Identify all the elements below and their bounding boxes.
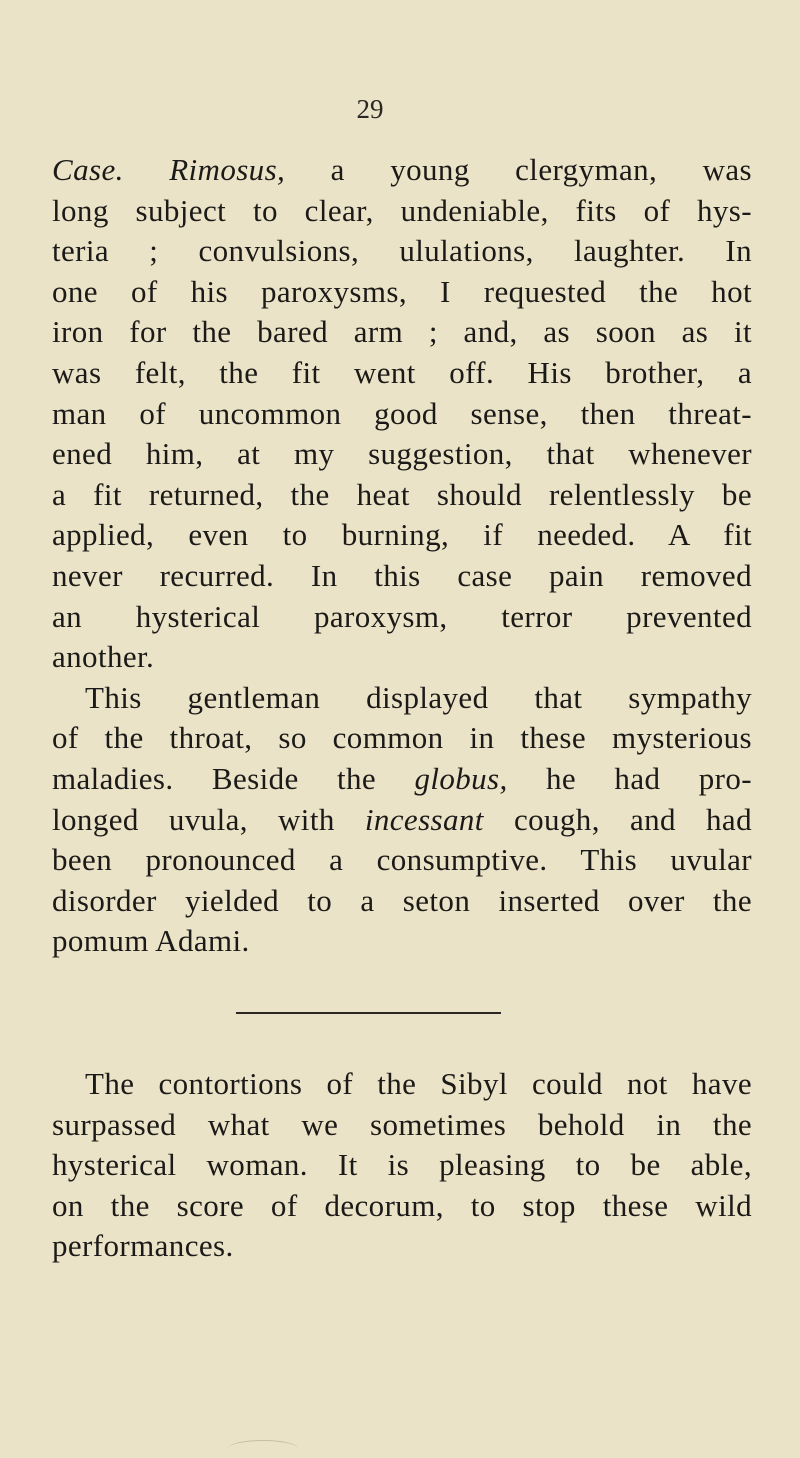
text-line: [52, 759, 752, 800]
text-run: longed uvula, with: [52, 801, 365, 837]
text-run: This gentleman displayed that sympathy: [85, 679, 752, 715]
text-run: ened him, at my suggestion, that whenever: [52, 436, 752, 472]
body-text-section-2: [52, 1064, 752, 1267]
text-line: [52, 921, 752, 962]
paragraph: [52, 1064, 752, 1267]
text-run: one of his paroxysms, I requested the hot: [52, 273, 752, 309]
text-run: hysterical woman. It is pleasing to be able,: [52, 1147, 752, 1183]
text-run: [124, 152, 169, 187]
paragraph: [52, 150, 752, 678]
text-run: long subject to clear, undeniable, fits of hys-: [52, 192, 752, 228]
text-line: [52, 678, 752, 719]
text-run: a young clergyman, was: [285, 152, 753, 187]
text-run: pomum Adami.: [52, 923, 250, 959]
text-run: he had pro-: [507, 760, 752, 796]
text-run: performances.: [52, 1228, 234, 1264]
text-run: maladies. Beside the: [52, 760, 415, 796]
text-run: an hysterical paroxysm, terror prevented: [52, 598, 752, 634]
paragraph: [52, 678, 752, 962]
text-line: [52, 556, 752, 597]
text-line: [52, 881, 752, 922]
text-line: [52, 231, 752, 272]
paper-mark: [228, 1440, 298, 1457]
text-line: [52, 1186, 752, 1227]
text-run: never recurred. In this case pain removed: [52, 557, 752, 593]
text-line: [52, 800, 752, 841]
italic-text: Case.: [52, 152, 124, 187]
text-line: [52, 597, 752, 638]
text-line: [52, 1064, 752, 1105]
text-line: [52, 515, 752, 556]
text-run: man of uncommon good sense, then threat-: [52, 395, 752, 431]
text-line: [52, 353, 752, 394]
text-run: disorder yielded to a seton inserted over the: [52, 882, 752, 918]
text-run: surpassed what we sometimes behold in the: [52, 1106, 752, 1142]
text-run: another.: [52, 639, 155, 675]
text-run: cough, and had: [483, 801, 752, 837]
text-run: applied, even to burning, if needed. A fit: [52, 517, 752, 553]
italic-text: globus,: [414, 760, 508, 796]
body-text-section-1: [52, 150, 752, 962]
text-line: [52, 1105, 752, 1146]
text-run: was felt, the fit went off. His brother, a: [52, 354, 752, 390]
text-line: [52, 191, 752, 232]
text-line: [52, 1226, 752, 1267]
text-run: of the throat, so common in these mysterious: [52, 720, 752, 756]
section-divider: [236, 1012, 501, 1014]
text-line: [52, 434, 752, 475]
text-line: [52, 272, 752, 313]
text-run: been pronounced a consumptive. This uvular: [52, 842, 752, 878]
text-line: [52, 312, 752, 353]
text-line: [52, 1145, 752, 1186]
text-run: on the score of decorum, to stop these wild: [52, 1187, 752, 1223]
text-line: [52, 394, 752, 435]
italic-text: incessant: [364, 801, 484, 837]
text-line: [52, 150, 752, 191]
text-run: a fit returned, the heat should relentlessly be: [52, 476, 752, 512]
text-run: teria ; convulsions, ululations, laughter. In: [52, 233, 752, 269]
text-line: [52, 475, 752, 516]
text-line: [52, 840, 752, 881]
text-line: [52, 718, 752, 759]
page-number: 29: [356, 94, 384, 124]
text-line: [52, 637, 752, 678]
text-run: iron for the bared arm ; and, as soon as it: [52, 314, 752, 350]
text-run: The contortions of the Sibyl could not have: [85, 1066, 752, 1101]
italic-text: Rimosus,: [169, 152, 286, 187]
